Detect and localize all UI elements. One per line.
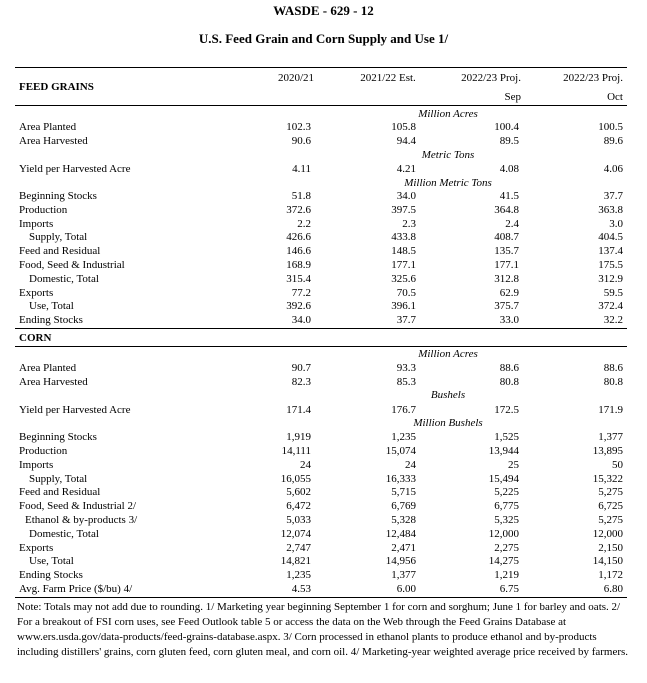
cell-value: 2.4 bbox=[505, 218, 519, 230]
cell-value: 59.5 bbox=[603, 287, 623, 299]
cell-value: 62.9 bbox=[499, 287, 519, 299]
cell-value: 16,333 bbox=[385, 473, 416, 485]
cell-value: 34.0 bbox=[291, 314, 311, 326]
cell-value: 6,472 bbox=[286, 500, 311, 512]
cell-value: 372.6 bbox=[286, 204, 311, 216]
cell-value: 12,000 bbox=[488, 528, 519, 540]
fg-unit-tons: Million Metric Tons bbox=[404, 177, 492, 189]
row-label: Ending Stocks bbox=[19, 314, 83, 326]
cell-value: 408.7 bbox=[494, 231, 519, 243]
cell-value: 364.8 bbox=[494, 204, 519, 216]
top-rule bbox=[15, 67, 627, 68]
fg-unit-acres: Million Acres bbox=[418, 108, 478, 120]
row-label: Beginning Stocks bbox=[19, 431, 97, 443]
cell-value: 1,235 bbox=[391, 431, 416, 443]
row-label: Supply, Total bbox=[29, 231, 88, 243]
cell-value: 3.0 bbox=[609, 218, 623, 230]
cell-value: 4.53 bbox=[291, 583, 311, 595]
row-label: Imports bbox=[19, 218, 54, 230]
cell-value: 25 bbox=[508, 459, 519, 471]
cell-value: 77.2 bbox=[291, 287, 311, 299]
cell-value: 2.2 bbox=[297, 218, 311, 230]
cell-value: 146.6 bbox=[286, 245, 311, 257]
corn-header-rule bbox=[15, 346, 627, 347]
cell-value: 14,956 bbox=[385, 555, 416, 567]
cell-value: 1,172 bbox=[598, 569, 623, 581]
cell-value: 1,219 bbox=[494, 569, 519, 581]
cell-value: 100.4 bbox=[494, 121, 519, 133]
cell-value: 2,747 bbox=[286, 542, 311, 554]
cell-value: 88.6 bbox=[499, 362, 519, 374]
cell-value: 100.5 bbox=[598, 121, 623, 133]
cell-value: 70.5 bbox=[396, 287, 416, 299]
cell-value: 13,944 bbox=[488, 445, 519, 457]
row-label: Supply, Total bbox=[29, 473, 88, 485]
feed-grains-heading: FEED GRAINS bbox=[19, 81, 94, 93]
cell-value: 102.3 bbox=[286, 121, 311, 133]
cell-value: 396.1 bbox=[391, 300, 416, 312]
cell-value: 177.1 bbox=[494, 259, 519, 271]
cell-value: 175.5 bbox=[598, 259, 623, 271]
cell-value: 5,033 bbox=[286, 514, 311, 526]
cell-value: 12,484 bbox=[385, 528, 416, 540]
cell-value: 148.5 bbox=[391, 245, 416, 257]
cell-value: 37.7 bbox=[603, 190, 623, 202]
cell-value: 80.8 bbox=[603, 376, 623, 388]
cell-value: 363.8 bbox=[598, 204, 623, 216]
cell-value: 24 bbox=[300, 459, 311, 471]
col-header-oct: 2022/23 Proj. bbox=[563, 72, 623, 84]
row-label: Ending Stocks bbox=[19, 569, 83, 581]
cell-value: 15,074 bbox=[385, 445, 416, 457]
cell-value: 4.06 bbox=[603, 163, 623, 175]
cell-value: 15,494 bbox=[488, 473, 519, 485]
cell-value: 433.8 bbox=[391, 231, 416, 243]
row-label: Use, Total bbox=[29, 555, 74, 567]
row-label: Beginning Stocks bbox=[19, 190, 97, 202]
row-label: Use, Total bbox=[29, 300, 74, 312]
cell-value: 14,275 bbox=[488, 555, 519, 567]
cell-value: 2,150 bbox=[598, 542, 623, 554]
col-header-oct-month: Oct bbox=[607, 91, 623, 103]
cell-value: 375.7 bbox=[494, 300, 519, 312]
cell-value: 85.3 bbox=[396, 376, 416, 388]
row-label: Area Harvested bbox=[19, 376, 88, 388]
cell-value: 6,775 bbox=[494, 500, 519, 512]
page-title: U.S. Feed Grain and Corn Supply and Use 1/ bbox=[198, 31, 449, 46]
cell-value: 24 bbox=[405, 459, 416, 471]
cell-value: 312.9 bbox=[598, 273, 623, 285]
row-label: Avg. Farm Price ($/bu) 4/ bbox=[19, 583, 133, 595]
cell-value: 1,919 bbox=[286, 431, 311, 443]
cell-value: 312.8 bbox=[494, 273, 519, 285]
cell-value: 4.08 bbox=[499, 163, 519, 175]
cell-value: 6.75 bbox=[499, 583, 519, 595]
cell-value: 168.9 bbox=[286, 259, 311, 271]
cell-value: 171.9 bbox=[598, 404, 623, 416]
row-label: Area Planted bbox=[19, 121, 77, 133]
cell-value: 51.8 bbox=[291, 190, 311, 202]
row-label: Production bbox=[19, 204, 68, 216]
header-rule bbox=[15, 105, 627, 106]
cell-value: 90.6 bbox=[291, 135, 311, 147]
row-label: Exports bbox=[19, 287, 54, 299]
cell-value: 34.0 bbox=[396, 190, 416, 202]
cell-value: 33.0 bbox=[499, 314, 519, 326]
row-label: Exports bbox=[19, 542, 54, 554]
cell-value: 176.7 bbox=[391, 404, 416, 416]
cell-value: 93.3 bbox=[396, 362, 416, 374]
col-header-sep: 2022/23 Proj. bbox=[461, 72, 521, 84]
cell-value: 172.5 bbox=[494, 404, 519, 416]
cell-value: 5,328 bbox=[391, 514, 416, 526]
row-label: Imports bbox=[19, 459, 54, 471]
cell-value: 315.4 bbox=[286, 273, 311, 285]
report-id: WASDE - 629 - 12 bbox=[273, 3, 374, 18]
cell-value: 1,377 bbox=[598, 431, 623, 443]
cell-value: 6,769 bbox=[391, 500, 416, 512]
bottom-rule bbox=[15, 597, 627, 598]
col-header-sep-month: Sep bbox=[504, 91, 521, 103]
cell-value: 4.11 bbox=[292, 163, 311, 175]
cell-value: 5,275 bbox=[598, 514, 623, 526]
cell-value: 89.6 bbox=[603, 135, 623, 147]
cell-value: 14,111 bbox=[281, 445, 311, 457]
cell-value: 88.6 bbox=[603, 362, 623, 374]
cell-value: 5,275 bbox=[598, 486, 623, 498]
cell-value: 13,895 bbox=[592, 445, 623, 457]
corn-unit-bushels: Million Bushels bbox=[413, 417, 483, 429]
cell-value: 171.4 bbox=[286, 404, 311, 416]
row-label: Food, Seed & Industrial 2/ bbox=[19, 500, 137, 512]
cell-value: 1,525 bbox=[494, 431, 519, 443]
cell-value: 177.1 bbox=[391, 259, 416, 271]
row-label: Yield per Harvested Acre bbox=[19, 404, 131, 416]
fg-unit-yield: Metric Tons bbox=[421, 149, 475, 161]
col-header-2021: 2021/22 Est. bbox=[360, 72, 416, 84]
row-label: Yield per Harvested Acre bbox=[19, 163, 131, 175]
cell-value: 82.3 bbox=[291, 376, 311, 388]
cell-value: 1,235 bbox=[286, 569, 311, 581]
cell-value: 137.4 bbox=[598, 245, 623, 257]
cell-value: 5,225 bbox=[494, 486, 519, 498]
row-label: Feed and Residual bbox=[19, 245, 101, 257]
cell-value: 6.00 bbox=[396, 583, 416, 595]
row-label: Area Planted bbox=[19, 362, 77, 374]
cell-value: 12,074 bbox=[280, 528, 311, 540]
cell-value: 16,055 bbox=[280, 473, 311, 485]
cell-value: 6.80 bbox=[603, 583, 623, 595]
cell-value: 5,325 bbox=[494, 514, 519, 526]
cell-value: 94.4 bbox=[396, 135, 416, 147]
cell-value: 2.3 bbox=[402, 218, 416, 230]
cell-value: 12,000 bbox=[592, 528, 623, 540]
cell-value: 15,322 bbox=[592, 473, 623, 485]
cell-value: 404.5 bbox=[598, 231, 623, 243]
cell-value: 14,821 bbox=[280, 555, 311, 567]
footnote: Note: Totals may not add due to rounding. 1/ Marketing year beginning September 1 for corn and sorghum; June 1 for barley and oats. 2/ For a breakout of FSI corn uses, see Feed Outlook table 5 or access the data on the Web through the Feed Grains Database at www.ers.usda.gov/data-products/feed-grains-database.aspx. 3/ Corn processed in ethanol plants to produce ethanol and by-products including distillers' grains, corn gluten feed, corn gluten meal, and corn oil. 4/ Marketing-year weighted average price received by farmers. bbox=[17, 601, 629, 658]
row-label: Ethanol & by-products 3/ bbox=[25, 514, 138, 526]
corn-unit-acres: Million Acres bbox=[418, 348, 478, 360]
row-label: Food, Seed & Industrial bbox=[19, 259, 125, 271]
cell-value: 392.6 bbox=[286, 300, 311, 312]
cell-value: 80.8 bbox=[499, 376, 519, 388]
cell-value: 135.7 bbox=[494, 245, 519, 257]
row-label: Feed and Residual bbox=[19, 486, 101, 498]
cell-value: 6,725 bbox=[598, 500, 623, 512]
cell-value: 41.5 bbox=[499, 190, 519, 202]
col-header-2020: 2020/21 bbox=[277, 72, 315, 84]
section-rule bbox=[15, 328, 627, 329]
row-label: Area Harvested bbox=[19, 135, 88, 147]
row-label: Domestic, Total bbox=[29, 528, 99, 540]
cell-value: 372.4 bbox=[598, 300, 623, 312]
cell-value: 4.21 bbox=[396, 163, 416, 175]
corn-heading: CORN bbox=[19, 332, 52, 344]
cell-value: 89.5 bbox=[499, 135, 519, 147]
cell-value: 50 bbox=[612, 459, 623, 471]
cell-value: 32.2 bbox=[603, 314, 623, 326]
cell-value: 5,602 bbox=[286, 486, 311, 498]
cell-value: 397.5 bbox=[391, 204, 416, 216]
cell-value: 325.6 bbox=[391, 273, 416, 285]
row-label: Production bbox=[19, 445, 68, 457]
cell-value: 90.7 bbox=[291, 362, 311, 374]
corn-unit-yield: Bushels bbox=[430, 389, 466, 401]
cell-value: 2,471 bbox=[391, 542, 416, 554]
cell-value: 426.6 bbox=[286, 231, 311, 243]
cell-value: 105.8 bbox=[391, 121, 416, 133]
row-label: Domestic, Total bbox=[29, 273, 99, 285]
cell-value: 37.7 bbox=[396, 314, 416, 326]
cell-value: 2,275 bbox=[494, 542, 519, 554]
cell-value: 1,377 bbox=[391, 569, 416, 581]
cell-value: 14,150 bbox=[592, 555, 623, 567]
cell-value: 5,715 bbox=[391, 486, 416, 498]
